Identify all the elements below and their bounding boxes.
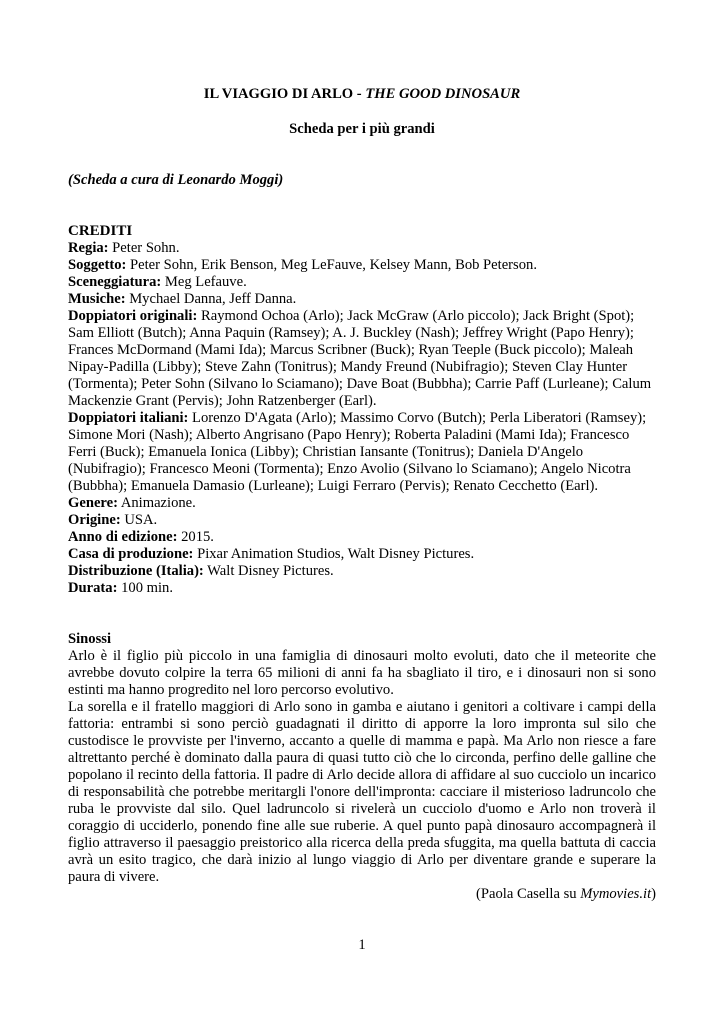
synopsis-paragraph-1: Arlo è il figlio più piccolo in una famiglia di dinosauri molto evoluti, dato che il meteorite che avrebbe dovuto colpire la terra 65 milioni di anni fa ha sbagliato il tiro, e i dinosauri non si sono estinti ma hanno progredito nel loro percorso evolutivo. bbox=[68, 648, 656, 698]
credit-distribuzione: Distribuzione (Italia): Walt Disney Pictures. bbox=[68, 563, 334, 579]
credit-doppiatori-italiani: Doppiatori italiani: Lorenzo D'Agata (Arlo); Massimo Corvo (Butch); Perla Liberatori (Ramsey); Simone Mori (Nash); Alberto Angrisano (Papo Henry); Roberta Paladini (Mami Ida); Francesco Ferri (Buck); Emanuela Ionica (Libby); Christian Iansante (Tonitrus); Daniela D'Angelo (Nubifragio); Francesco Meoni (Tormenta); Enzo Avolio (Silvano lo Sciamano); Angelo Nicotra (Bubbha); Emanuela Damasio (Lurleane); Luigi Ferraro (Pervis); Renato Cecchetto (Earl). bbox=[68, 410, 647, 494]
credit-musiche: Musiche: Mychael Danna, Jeff Danna. bbox=[68, 291, 297, 307]
credits-heading: CREDITI bbox=[68, 223, 133, 239]
credit-casa-produzione: Casa di produzione: Pixar Animation Studios, Walt Disney Pictures. bbox=[68, 546, 475, 562]
credits-list bbox=[68, 240, 656, 597]
curator-line: (Scheda a cura di Leonardo Moggi) bbox=[68, 172, 284, 188]
source-citation: (Paola Casella su Mymovies.it) bbox=[476, 886, 656, 902]
credit-regia: Regia: Peter Sohn. bbox=[68, 240, 180, 256]
source-link-text: Mymovies.it bbox=[580, 886, 652, 902]
credit-genere: Genere: Animazione. bbox=[68, 495, 196, 511]
credit-anno: Anno di edizione: 2015. bbox=[68, 529, 214, 545]
synopsis-paragraph-2: La sorella e il fratello maggiori di Arlo sono in gamba e aiutano i genitori a coltivare i campi della fattoria: entrambi si sono perciò guadagnati il diritto di apporre la loro impronta sul silo che custodisce le provviste per l'inverno, accanto a quelle di mamma e papà. Ma Arlo non riesce a fare altrettanto perché è dominato dalla paura di quasi tutto ciò che lo circonda, perfino delle galline che popolano il recinto della fattoria. Il padre di Arlo decide allora di affidare al suo cucciolo un incarico di responsabilità che potrebbe meritargli l'onore dell'impronta: cacciare il misterioso ladruncolo che ruba le provviste dal silo. Quel ladruncolo si rivelerà un cucciolo d'uomo e Arlo non troverà il coraggio di ucciderlo, ponendo fine alle sue ruberie. A quel punto papà dinosauro accompagnerà il figlio attraverso il paesaggio preistorico alla ricerca della preda sfuggita, ma quella battuta di caccia avrà un esito tragico, che darà inizio al lungo viaggio di Arlo per diventare grande e superare la paura di vivere. bbox=[68, 699, 656, 885]
credit-durata: Durata: 100 min. bbox=[68, 580, 173, 596]
credit-soggetto: Soggetto: Peter Sohn, Erik Benson, Meg LeFauve, Kelsey Mann, Bob Peterson. bbox=[68, 257, 537, 273]
document-title bbox=[68, 86, 656, 103]
credit-origine: Origine: USA. bbox=[68, 512, 158, 528]
document-page bbox=[68, 86, 656, 903]
page-number: 1 bbox=[358, 937, 366, 953]
synopsis-heading: Sinossi bbox=[68, 631, 111, 647]
document-subtitle: Scheda per i più grandi bbox=[289, 121, 435, 137]
title-italic-text: THE GOOD DINOSAUR bbox=[365, 86, 521, 102]
credit-sceneggiatura: Sceneggiatura: Meg Lefauve. bbox=[68, 274, 247, 290]
credit-doppiatori-originali: Doppiatori originali: Raymond Ochoa (Arlo); Jack McGraw (Arlo piccolo); Jack Bright (Spot); Sam Elliott (Butch); Anna Paquin (Ramsey); A. J. Buckley (Nash); Jeffrey Wright (Papo Henry); Frances McDormand (Mami Ida); Marcus Scribner (Buck); Ryan Teeple (Buck piccolo); Maleah Nipay-Padilla (Libby); Steve Zahn (Tonitrus); Mandy Freund (Nubifragio); Steven Clay Hunter (Tormenta); Peter Sohn (Silvano lo Sciamano); Dave Boat (Bubbha); Carrie Paff (Lurleane); Calum Mackenzie Grant (Pervis); John Ratzenberger (Earl). bbox=[68, 308, 652, 409]
title-main-text: IL VIAGGIO DI ARLO - bbox=[203, 86, 366, 102]
